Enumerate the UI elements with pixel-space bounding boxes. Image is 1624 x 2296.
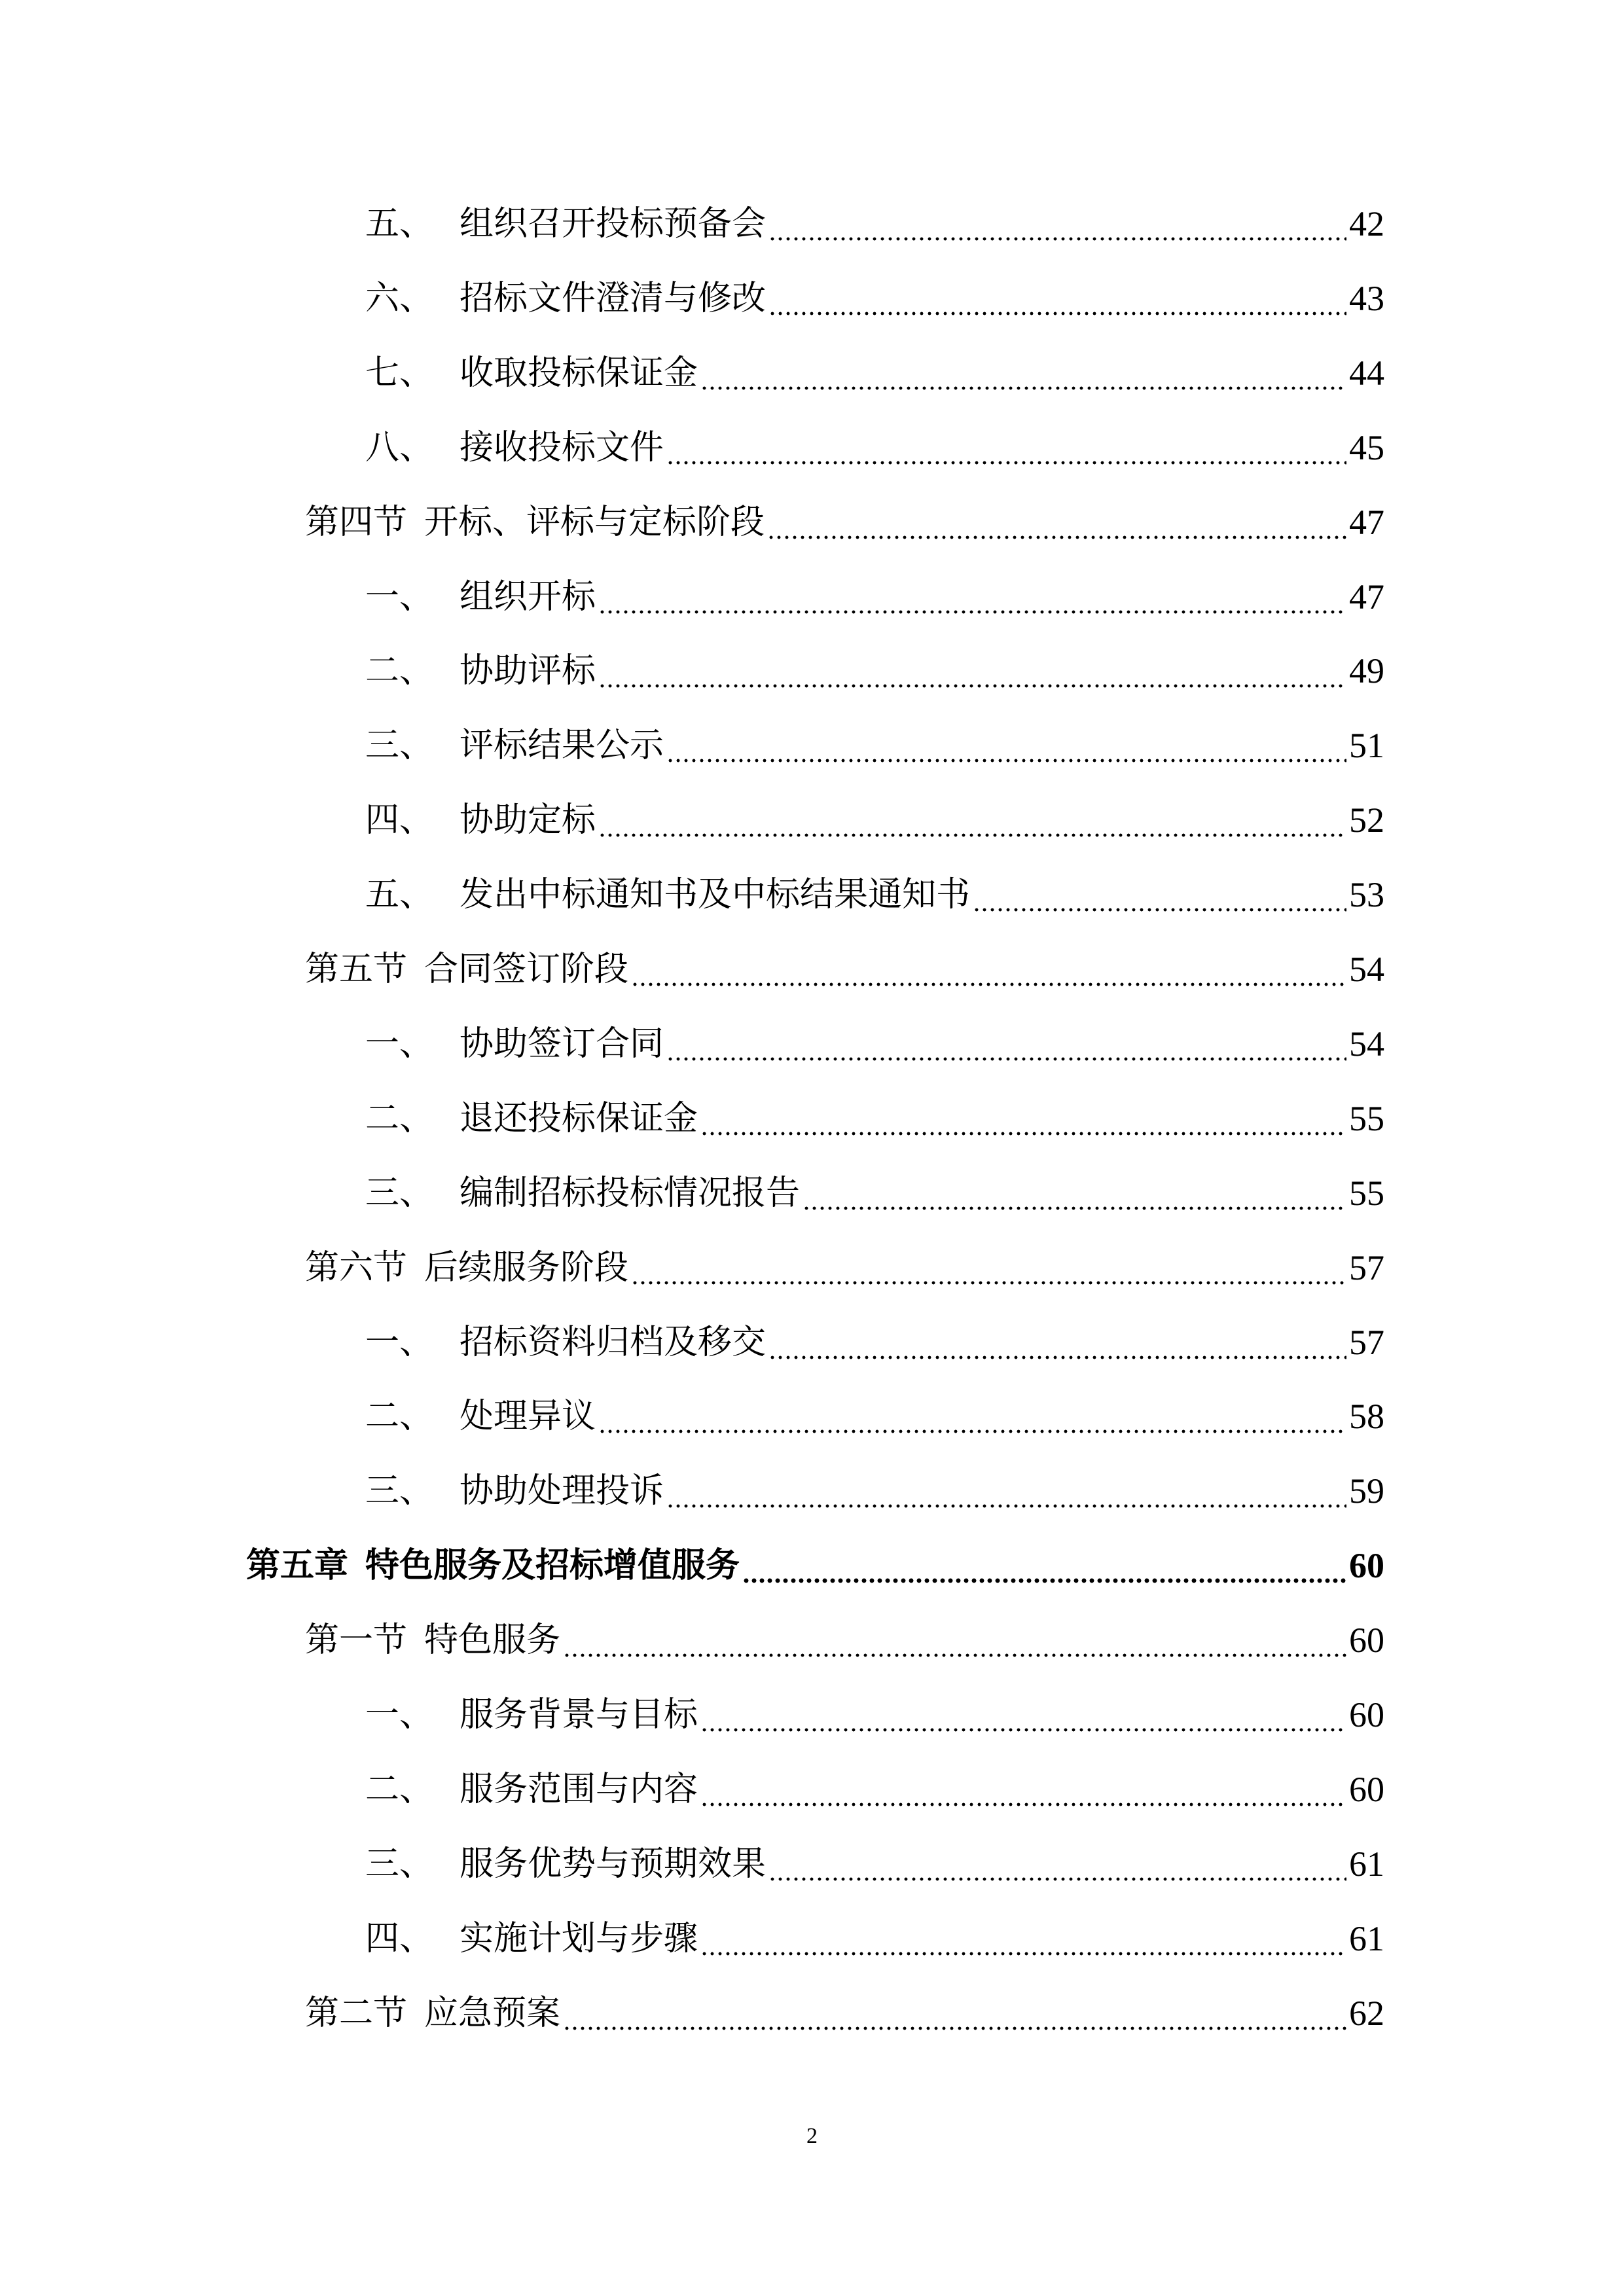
toc-entry-title: 招标文件澄清与修改 bbox=[460, 278, 767, 318]
toc-entry-page-number: 59 bbox=[1349, 1471, 1384, 1511]
dot-leader bbox=[700, 1692, 1346, 1738]
toc-subsection-entry[interactable] bbox=[365, 276, 1384, 321]
toc-entry-title: 后续服务阶段 bbox=[424, 1247, 629, 1287]
toc-entry-page-number: 44 bbox=[1349, 353, 1384, 393]
toc-entry-page-number: 60 bbox=[1349, 1695, 1384, 1734]
toc-entry-label: 五、 bbox=[365, 875, 434, 915]
dot-leader bbox=[666, 1468, 1346, 1514]
toc-entry-page-number: 42 bbox=[1349, 204, 1384, 243]
toc-entry-title: 服务背景与目标 bbox=[460, 1695, 698, 1734]
toc-entry-title: 协助定标 bbox=[460, 800, 596, 840]
dot-leader bbox=[700, 350, 1346, 396]
dot-leader bbox=[768, 201, 1346, 247]
toc-entry-label: 第六节 bbox=[305, 1247, 408, 1287]
toc-subsection-entry[interactable] bbox=[365, 872, 1384, 918]
toc-entry-title: 特色服务 bbox=[424, 1621, 561, 1660]
dot-leader bbox=[768, 1841, 1346, 1887]
toc-entry-title: 退还投标保证金 bbox=[460, 1098, 698, 1138]
toc-entry-page-number: 60 bbox=[1349, 1769, 1384, 1809]
toc-entry-page-number: 58 bbox=[1349, 1397, 1384, 1437]
toc-entry-page-number: 49 bbox=[1349, 651, 1384, 691]
toc-entry-label: 一、 bbox=[365, 577, 434, 617]
toc-entry-title: 实施计划与步骤 bbox=[460, 1918, 698, 1958]
dot-leader bbox=[742, 1543, 1346, 1588]
toc-entry-label: 二、 bbox=[365, 1098, 434, 1138]
toc-entry-label: 第一节 bbox=[305, 1621, 408, 1660]
toc-subsection-entry[interactable] bbox=[365, 1021, 1384, 1067]
toc-entry-title: 编制招标投标情况报告 bbox=[460, 1173, 801, 1213]
toc-subsection-entry[interactable] bbox=[365, 350, 1384, 396]
toc-entry-label: 三、 bbox=[365, 726, 434, 766]
dot-leader bbox=[598, 797, 1346, 843]
toc-subsection-entry[interactable] bbox=[365, 1170, 1384, 1216]
dot-leader bbox=[598, 574, 1346, 620]
dot-leader bbox=[631, 1245, 1346, 1291]
toc-entry-title: 应急预案 bbox=[424, 1993, 561, 2033]
toc-entry-page-number: 62 bbox=[1349, 1993, 1384, 2033]
toc-entry-page-number: 55 bbox=[1349, 1173, 1384, 1213]
dot-leader bbox=[563, 1990, 1346, 2036]
toc-section-entry[interactable] bbox=[305, 1617, 1384, 1663]
toc-subsection-entry[interactable] bbox=[365, 574, 1384, 620]
toc-section-entry[interactable] bbox=[305, 499, 1384, 545]
toc-entry-label: 一、 bbox=[365, 1695, 434, 1734]
toc-entry-page-number: 60 bbox=[1349, 1546, 1384, 1586]
toc-entry-page-number: 54 bbox=[1349, 1024, 1384, 1064]
toc-entry-page-number: 47 bbox=[1349, 502, 1384, 542]
toc-entry-page-number: 53 bbox=[1349, 875, 1384, 915]
toc-entry-title: 组织召开投标预备会 bbox=[460, 204, 767, 243]
toc-subsection-entry[interactable] bbox=[365, 425, 1384, 471]
toc-entry-page-number: 61 bbox=[1349, 1844, 1384, 1884]
toc-entry-page-number: 43 bbox=[1349, 278, 1384, 318]
toc-entry-label: 二、 bbox=[365, 1397, 434, 1437]
toc-entry-label: 二、 bbox=[365, 1769, 434, 1809]
dot-leader bbox=[803, 1170, 1346, 1216]
toc-section-entry[interactable] bbox=[305, 946, 1384, 992]
toc-entry-label: 四、 bbox=[365, 1918, 434, 1958]
toc-subsection-entry[interactable] bbox=[365, 1767, 1384, 1812]
dot-leader bbox=[973, 872, 1346, 918]
toc-entry-label: 四、 bbox=[365, 800, 434, 840]
toc-entry-label: 七、 bbox=[365, 353, 434, 393]
dot-leader bbox=[700, 1916, 1346, 1962]
dot-leader bbox=[666, 425, 1346, 471]
toc-entry-page-number: 52 bbox=[1349, 800, 1384, 840]
toc-subsection-entry[interactable] bbox=[365, 1841, 1384, 1887]
toc-entry-page-number: 57 bbox=[1349, 1247, 1384, 1287]
toc-entry-label: 第四节 bbox=[305, 502, 408, 542]
toc-section-entry[interactable] bbox=[305, 1245, 1384, 1291]
dot-leader bbox=[700, 1767, 1346, 1812]
toc-entry-title: 协助签订合同 bbox=[460, 1024, 664, 1064]
toc-entry-page-number: 61 bbox=[1349, 1918, 1384, 1958]
toc-entry-title: 处理异议 bbox=[460, 1397, 596, 1437]
toc-subsection-entry[interactable] bbox=[365, 1916, 1384, 1962]
toc-entry-label: 一、 bbox=[365, 1322, 434, 1362]
dot-leader bbox=[767, 499, 1346, 545]
toc-entry-label: 第五节 bbox=[305, 950, 408, 989]
dot-leader bbox=[598, 1393, 1346, 1439]
toc-subsection-entry[interactable] bbox=[365, 1393, 1384, 1439]
dot-leader bbox=[666, 723, 1346, 768]
dot-leader bbox=[768, 1319, 1346, 1365]
toc-entry-label: 八、 bbox=[365, 427, 434, 467]
toc-entry-title: 开标、评标与定标阶段 bbox=[424, 502, 765, 542]
toc-subsection-entry[interactable] bbox=[365, 201, 1384, 247]
toc-entry-title: 协助处理投诉 bbox=[460, 1471, 664, 1511]
toc-entry-page-number: 57 bbox=[1349, 1322, 1384, 1362]
toc-entry-title: 服务优势与预期效果 bbox=[460, 1844, 767, 1884]
toc-entry-page-number: 45 bbox=[1349, 427, 1384, 467]
toc-entry-page-number: 54 bbox=[1349, 950, 1384, 989]
toc-entry-title: 合同签订阶段 bbox=[424, 950, 629, 989]
toc-entry-title: 发出中标通知书及中标结果通知书 bbox=[460, 875, 971, 915]
toc-entry-title: 组织开标 bbox=[460, 577, 596, 617]
dot-leader bbox=[563, 1617, 1346, 1663]
toc-entry-page-number: 47 bbox=[1349, 577, 1384, 617]
toc-entry-title: 特色服务及招标增值服务 bbox=[365, 1545, 740, 1586]
toc-subsection-entry[interactable] bbox=[365, 797, 1384, 843]
toc-entry-label: 二、 bbox=[365, 651, 434, 691]
toc-entry-page-number: 55 bbox=[1349, 1098, 1384, 1138]
toc-subsection-entry[interactable] bbox=[365, 723, 1384, 768]
toc-entry-label: 一、 bbox=[365, 1024, 434, 1064]
toc-entry-label: 第五章 bbox=[246, 1545, 349, 1586]
toc-entry-label: 五、 bbox=[365, 204, 434, 243]
toc-entry-label: 三、 bbox=[365, 1844, 434, 1884]
toc-entry-title: 服务范围与内容 bbox=[460, 1769, 698, 1809]
dot-leader bbox=[768, 276, 1346, 321]
toc-entry-label: 第二节 bbox=[305, 1993, 408, 2033]
toc-entry-title: 评标结果公示 bbox=[460, 726, 664, 766]
toc-entry-label: 六、 bbox=[365, 278, 434, 318]
toc-entry-label: 三、 bbox=[365, 1173, 434, 1213]
toc-entry-label: 三、 bbox=[365, 1471, 434, 1511]
toc-entry-title: 收取投标保证金 bbox=[460, 353, 698, 393]
toc-subsection-entry[interactable] bbox=[365, 648, 1384, 694]
toc-subsection-entry[interactable] bbox=[365, 1692, 1384, 1738]
toc-subsection-entry[interactable] bbox=[365, 1319, 1384, 1365]
toc-entry-page-number: 51 bbox=[1349, 726, 1384, 766]
toc-subsection-entry[interactable] bbox=[365, 1468, 1384, 1514]
dot-leader bbox=[666, 1021, 1346, 1067]
toc-subsection-entry[interactable] bbox=[365, 1096, 1384, 1141]
dot-leader bbox=[700, 1096, 1346, 1141]
page-number-footer: 2 bbox=[806, 2124, 818, 2148]
toc-entry-title: 协助评标 bbox=[460, 651, 596, 691]
toc-section-entry[interactable] bbox=[305, 1990, 1384, 2036]
toc-entry-title: 接收投标文件 bbox=[460, 427, 664, 467]
dot-leader bbox=[598, 648, 1346, 694]
toc-entry-title: 招标资料归档及移交 bbox=[460, 1322, 767, 1362]
dot-leader bbox=[631, 946, 1346, 992]
toc-entry-page-number: 60 bbox=[1349, 1621, 1384, 1660]
toc-chapter-entry[interactable] bbox=[246, 1543, 1384, 1588]
